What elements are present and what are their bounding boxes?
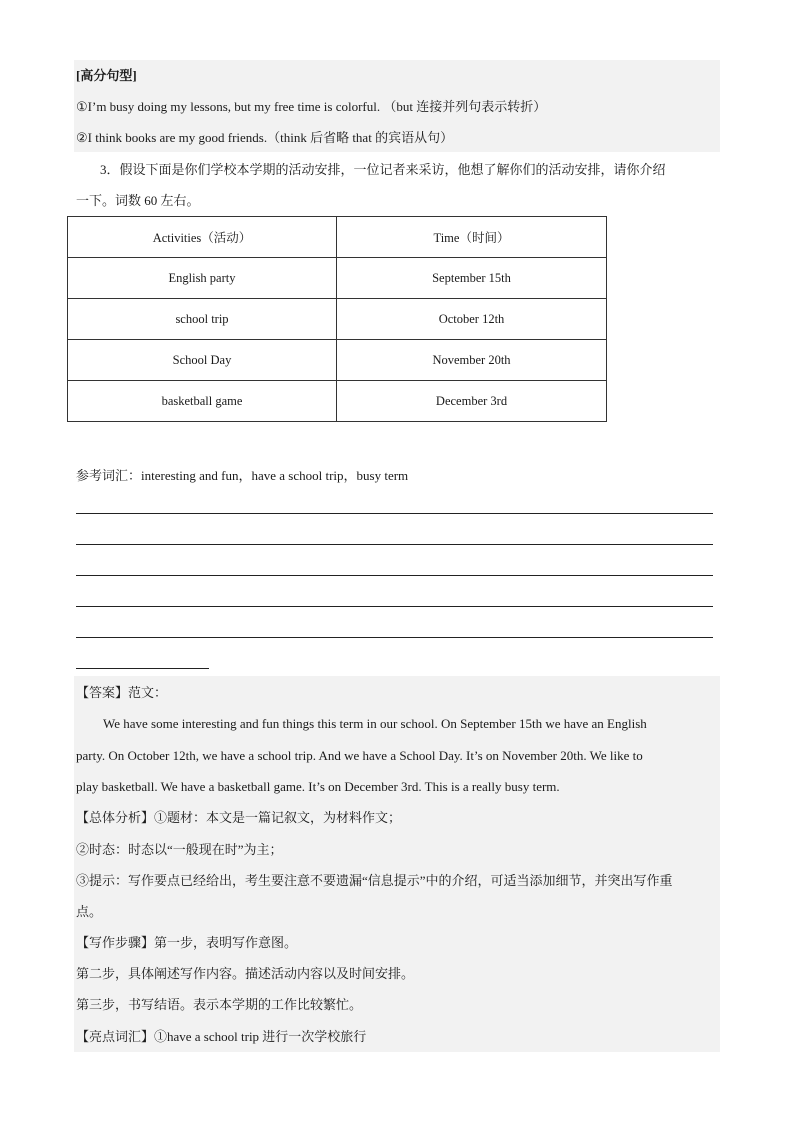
activity-cell: school trip [68, 299, 337, 340]
steps-line: 第二步，具体阐述写作内容。描述活动内容以及时间安排。 [76, 966, 415, 981]
table-row [68, 299, 607, 340]
writing-line [76, 544, 713, 545]
highlight-vocab: 【亮点词汇】①have a school trip 进行一次学校旅行 [76, 1029, 367, 1044]
writing-line [76, 513, 713, 514]
analysis-line: ③提示：写作要点已经给出，考生要注意不要遗漏“信息提示”中的介绍，可适当添加细节，并突出写作重 [76, 873, 673, 888]
writing-line [76, 668, 209, 669]
answer-paragraph-line: We have some interesting and fun things this term in our school. On September 15th we have an English [103, 716, 647, 731]
gaofen-sentence-1: ①I’m busy doing my lessons, but my free time is colorful. （but 连接并列句表示转折） [76, 99, 547, 114]
reference-vocab: 参考词汇：interesting and fun，have a school trip，busy term [76, 468, 409, 483]
table-row [68, 258, 607, 299]
writing-line [76, 606, 713, 607]
steps-line: 【写作步骤】第一步，表明写作意图。 [76, 935, 298, 950]
time-cell: October 12th [337, 299, 607, 340]
table-header-row [68, 217, 607, 258]
analysis-line: ②时态：时态以“一般现在时”为主； [76, 842, 283, 857]
time-cell: December 3rd [337, 381, 607, 422]
steps-line: 第三步，书写结语。表示本学期的工作比较繁忙。 [76, 997, 363, 1012]
activity-cell: basketball game [68, 381, 337, 422]
question-text-2: 一下。词数 60 左右。 [76, 193, 200, 208]
time-cell: November 20th [337, 340, 607, 381]
time-cell: September 15th [337, 258, 607, 299]
analysis-line: 【总体分析】①题材：本文是一篇记叙文，为材料作文； [76, 810, 402, 825]
gaofen-sentence-2: ②I think books are my good friends.（think 后省略 that 的宾语从句） [76, 130, 454, 145]
analysis-line: 点。 [76, 904, 103, 919]
activity-cell: English party [68, 258, 337, 299]
writing-line [76, 575, 713, 576]
answer-label: 【答案】范文： [76, 685, 168, 700]
question-text-1: 3．假设下面是你们学校本学期的活动安排，一位记者来采访，他想了解你们的活动安排，请你介绍 [100, 162, 666, 177]
table-row [68, 340, 607, 381]
writing-line [76, 637, 713, 638]
activity-schedule-table [67, 216, 607, 422]
answer-paragraph-line: play basketball. We have a basketball game. It’s on December 3rd. This is a really busy term. [76, 779, 560, 794]
gaofen-heading: [高分句型] [76, 68, 137, 83]
header-time: Time（时间） [337, 217, 607, 258]
header-activities: Activities（活动） [68, 217, 337, 258]
table-row [68, 381, 607, 422]
answer-paragraph-line: party. On October 12th, we have a school trip. And we have a School Day. It’s on November 20th. We like to [76, 748, 643, 763]
activity-cell: School Day [68, 340, 337, 381]
